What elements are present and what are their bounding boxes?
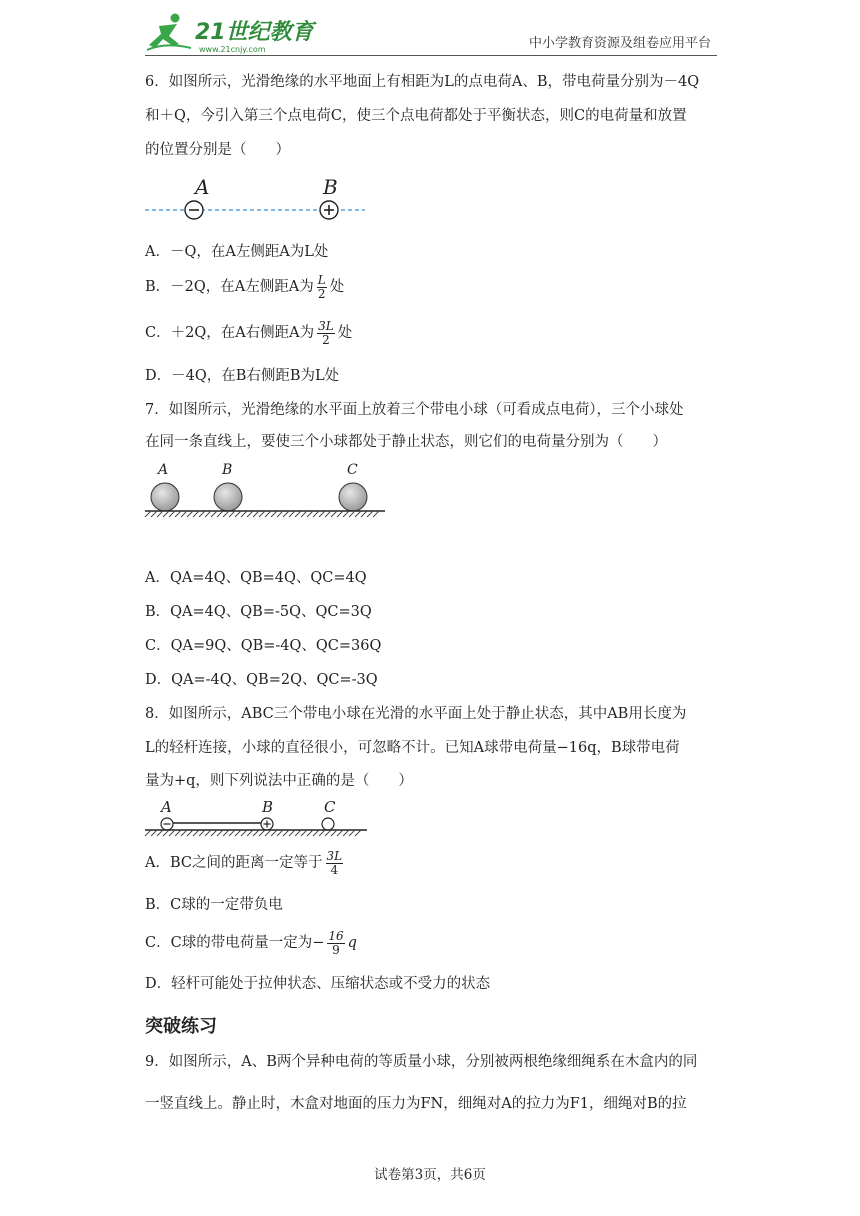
q8-ball-b-plus xyxy=(261,818,273,830)
q6-charge-a-minus xyxy=(185,201,203,219)
q7-ball-a xyxy=(151,483,179,511)
page-footer: 试卷第3页，共6页 xyxy=(374,1167,486,1183)
q8-option-c-den: 9 xyxy=(332,942,340,957)
q6-option-b-post: 处 xyxy=(329,279,345,295)
q7-label-b: B xyxy=(222,462,233,478)
q7-label-a: A xyxy=(158,462,169,478)
q8-option-c-num: 16 xyxy=(328,928,344,943)
hatch-mark xyxy=(187,830,193,836)
q6-option-c-fraction xyxy=(317,320,335,347)
hatch-mark xyxy=(319,511,325,517)
q8-option-c-post: q xyxy=(347,935,357,951)
hatch-mark xyxy=(349,830,355,836)
hatch-mark xyxy=(355,511,361,517)
hatch-mark xyxy=(277,830,283,836)
hatch-mark xyxy=(187,511,193,517)
hatch-mark xyxy=(259,511,265,517)
q8-label-b: B xyxy=(262,798,274,816)
hatch-mark xyxy=(241,830,247,836)
hatch-mark xyxy=(253,830,259,836)
q8-ground-hatch xyxy=(145,830,361,836)
hatch-mark xyxy=(337,830,343,836)
hatch-mark xyxy=(271,830,277,836)
q7-ground-hatch xyxy=(145,511,379,517)
hatch-mark xyxy=(247,511,253,517)
q7-option-a: A．QA=4Q、QB=4Q、QC=4Q xyxy=(145,570,367,586)
hatch-mark xyxy=(259,830,265,836)
q6-line1: 6．如图所示，光滑绝缘的水平地面上有相距为L的点电荷A、B，带电荷量分别为－4Q xyxy=(145,74,700,90)
q6-option-b xyxy=(145,272,344,302)
hatch-mark xyxy=(181,511,187,517)
hatch-mark xyxy=(277,511,283,517)
q8-ball-a-minus xyxy=(161,818,173,830)
q8-option-a-den: 4 xyxy=(330,862,339,877)
hatch-mark xyxy=(343,511,349,517)
hatch-mark xyxy=(193,830,199,836)
hatch-mark xyxy=(295,830,301,836)
q8-line3: 量为+q，则下列说法中正确的是（ ） xyxy=(145,773,413,789)
hatch-mark xyxy=(265,830,271,836)
hatch-mark xyxy=(181,830,187,836)
hatch-mark xyxy=(145,830,151,836)
q8-option-a-text: A．BC之间的距离一定等于 xyxy=(145,855,323,871)
hatch-mark xyxy=(271,511,277,517)
q8-label-c: C xyxy=(324,798,336,816)
hatch-mark xyxy=(301,511,307,517)
hatch-mark xyxy=(241,511,247,517)
hatch-mark xyxy=(223,511,229,517)
hatch-mark xyxy=(235,511,241,517)
hatch-mark xyxy=(193,511,199,517)
logo-url: www.21cnjy.com xyxy=(199,45,266,54)
q7-ball-c xyxy=(339,483,367,511)
hatch-mark xyxy=(307,511,313,517)
q6-option-b-num: L xyxy=(317,272,326,287)
hatch-mark xyxy=(157,511,163,517)
q6-line2: 和＋Q，今引入第三个点电荷C，使三个点电荷都处于平衡状态，则C的电荷量和放置 xyxy=(145,108,687,124)
runner-icon xyxy=(147,14,191,51)
q6-line3: 的位置分别是（ ） xyxy=(145,142,290,158)
q7-option-d: D．QA=-4Q、QB=2Q、QC=-3Q xyxy=(145,672,378,688)
hatch-mark xyxy=(199,511,205,517)
logo-text: 21世纪教育 xyxy=(195,20,314,45)
hatch-mark xyxy=(325,830,331,836)
site-logo xyxy=(145,12,315,54)
hatch-mark xyxy=(217,511,223,517)
q6-option-c-text: C．＋2Q，在A右侧距A为 xyxy=(145,325,315,341)
hatch-mark xyxy=(283,511,289,517)
hatch-mark xyxy=(283,830,289,836)
q8-line2: L的轻杆连接，小球的直径很小，可忽略不计。已知A球带电荷量−16q，B球带电荷 xyxy=(145,740,680,756)
q6-option-d: D．－4Q，在B右侧距B为L处 xyxy=(145,368,340,384)
q7-option-c: C．QA=9Q、QB=-4Q、QC=36Q xyxy=(145,638,382,654)
q6-option-a: A．－Q，在A左侧距A为L处 xyxy=(145,244,329,260)
section-title: 突破练习 xyxy=(145,1016,217,1037)
q8-option-b: B．C球的一定带负电 xyxy=(145,897,283,913)
q6-option-b-fraction xyxy=(317,274,327,301)
hatch-mark xyxy=(373,511,379,517)
hatch-mark xyxy=(295,511,301,517)
hatch-mark xyxy=(163,511,169,517)
hatch-mark xyxy=(361,511,367,517)
hatch-mark xyxy=(307,830,313,836)
hatch-mark xyxy=(325,511,331,517)
hatch-mark xyxy=(229,511,235,517)
q8-ball-c xyxy=(322,818,334,830)
hatch-mark xyxy=(211,830,217,836)
q8-figure xyxy=(145,798,370,840)
hatch-mark xyxy=(223,830,229,836)
hatch-mark xyxy=(247,830,253,836)
q7-option-b: B．QA=4Q、QB=-5Q、QC=3Q xyxy=(145,604,372,620)
site-name: 中小学教育资源及组卷应用平台 xyxy=(528,36,711,51)
hatch-mark xyxy=(319,830,325,836)
q6-option-c-num: 3L xyxy=(318,318,334,333)
hatch-mark xyxy=(229,830,235,836)
hatch-mark xyxy=(337,511,343,517)
q6-label-a: A xyxy=(195,175,210,199)
hatch-mark xyxy=(289,830,295,836)
hatch-mark xyxy=(313,511,319,517)
q6-option-c-den: 2 xyxy=(322,332,330,347)
hatch-mark xyxy=(151,511,157,517)
q8-option-d: D．轻杆可能处于拉伸状态、压缩状态或不受力的状态 xyxy=(145,976,491,992)
q7-ball-b xyxy=(214,483,242,511)
hatch-mark xyxy=(199,830,205,836)
hatch-mark xyxy=(151,830,157,836)
q6-option-b-text: B．－2Q，在A左侧距A为 xyxy=(145,279,314,295)
hatch-mark xyxy=(301,830,307,836)
hatch-mark xyxy=(349,511,355,517)
hatch-mark xyxy=(331,511,337,517)
hatch-mark xyxy=(343,830,349,836)
q6-option-c-post: 处 xyxy=(337,325,353,341)
q7-figure xyxy=(145,460,390,522)
hatch-mark xyxy=(163,830,169,836)
hatch-mark xyxy=(331,830,337,836)
hatch-mark xyxy=(367,511,373,517)
q8-option-c xyxy=(145,926,357,960)
hatch-mark xyxy=(205,511,211,517)
q6-option-c xyxy=(145,318,352,348)
hatch-mark xyxy=(157,830,163,836)
hatch-mark xyxy=(253,511,259,517)
hatch-mark xyxy=(205,830,211,836)
q7-line1: 7．如图所示，光滑绝缘的水平面上放着三个带电小球（可看成点电荷），三个小球处 xyxy=(145,402,684,418)
page-header xyxy=(145,10,717,56)
hatch-mark xyxy=(235,830,241,836)
q7-line2: 在同一条直线上，要使三个小球都处于静止状态，则它们的电荷量分别为（ ） xyxy=(145,434,667,450)
q8-option-a xyxy=(145,846,346,880)
hatch-mark xyxy=(175,511,181,517)
hatch-mark xyxy=(289,511,295,517)
hatch-mark xyxy=(175,830,181,836)
q9-line2: 一竖直线上。静止时，木盒对地面的压力为FN，细绳对A的拉力为F1，细绳对B的拉 xyxy=(145,1096,687,1112)
hatch-mark xyxy=(211,511,217,517)
q9-line1: 9．如图所示，A、B两个异种电荷的等质量小球，分别被两根绝缘细绳系在木盒内的同 xyxy=(145,1054,698,1070)
q8-option-a-fraction xyxy=(326,850,344,877)
hatch-mark xyxy=(313,830,319,836)
q6-charge-b-plus xyxy=(320,201,338,219)
hatch-mark xyxy=(169,511,175,517)
q6-figure xyxy=(145,172,370,224)
q6-option-b-den: 2 xyxy=(317,286,326,301)
q8-option-c-text: C．C球的带电荷量一定为− xyxy=(145,935,325,951)
q8-option-a-num: 3L xyxy=(326,848,343,863)
q8-line1: 8．如图所示，ABC三个带电小球在光滑的水平面上处于静止状态，其中AB用长度为 xyxy=(145,706,687,722)
hatch-mark xyxy=(355,830,361,836)
q8-option-c-fraction xyxy=(327,930,344,957)
hatch-mark xyxy=(265,511,271,517)
q6-label-b: B xyxy=(323,175,338,199)
q7-label-c: C xyxy=(347,462,358,478)
hatch-mark xyxy=(217,830,223,836)
q8-label-a: A xyxy=(161,798,172,816)
hatch-mark xyxy=(169,830,175,836)
hatch-mark xyxy=(145,511,151,517)
